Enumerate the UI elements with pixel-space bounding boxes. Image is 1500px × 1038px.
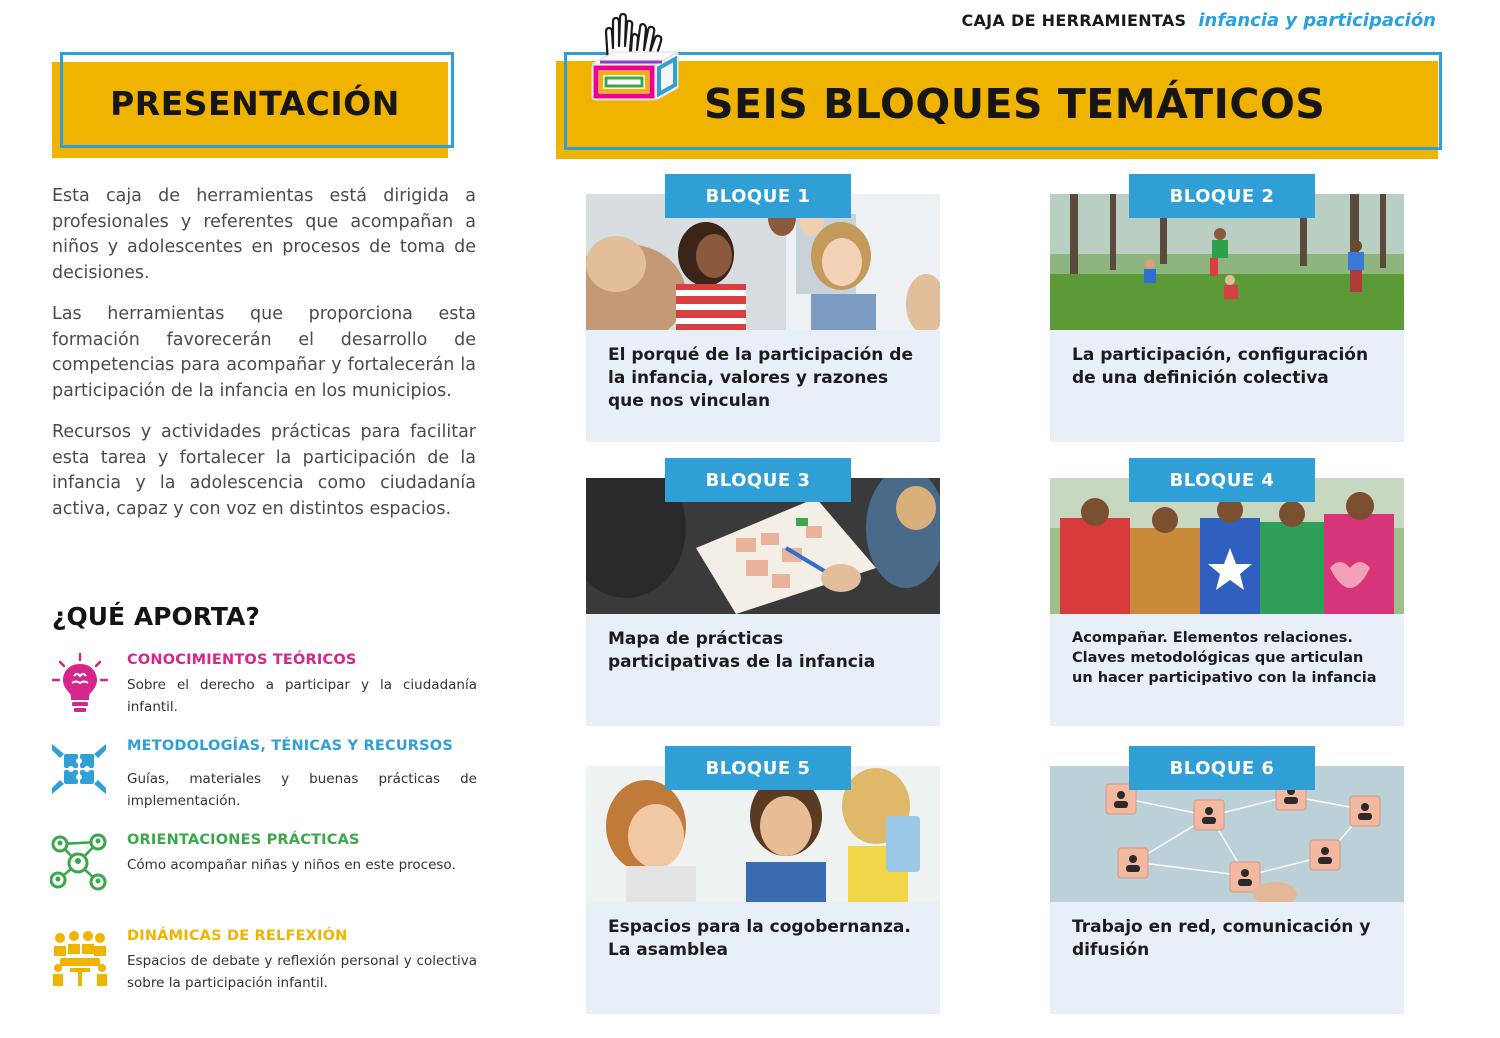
- aporta-item-dinamicas: [50, 928, 480, 998]
- presentacion-title: PRESENTACIÓN: [110, 84, 400, 123]
- bloque-text-box: [586, 330, 940, 442]
- bloque-description: Trabajo en red, comunicación y difusión: [1072, 917, 1371, 960]
- bloque-card-4[interactable]: [1050, 469, 1404, 740]
- bloque-tag: BLOQUE 3: [665, 458, 851, 502]
- bloque-tag: BLOQUE 5: [665, 746, 851, 790]
- aporta-desc-dinamicas: Espacios de debate y reflexión personal y colectiva sobre la participación infantil.: [127, 953, 477, 991]
- aporta-desc-conocimientos: Sobre el derecho a participar y la ciudadanía infantil.: [127, 677, 477, 715]
- header-subtitle: infancia y participación: [1198, 10, 1436, 31]
- intro-paragraph-2: Las herramientas que proporciona esta formación favorecerán el desarrollo de competencias para acompañar y fortalecerán la participación de la infancia en los municipios.: [52, 304, 476, 401]
- bloque-text-box: [1050, 330, 1404, 442]
- presentacion-banner: [50, 50, 460, 162]
- bloque-card-1[interactable]: [586, 185, 940, 456]
- aporta-title-dinamicas: DINÁMICAS DE RELFEXIÓN: [127, 928, 348, 944]
- aporta-item-orientaciones: [50, 832, 480, 902]
- header-brand: CAJA DE HERRAMIENTAS: [961, 11, 1187, 30]
- bloque-text-box: [586, 614, 940, 726]
- bloque-tag: BLOQUE 4: [1129, 458, 1315, 502]
- intro-paragraph-1: Esta caja de herramientas está dirigida a profesionales y referentes que acompañan a niños y adolescentes en procesos de toma de decisiones.: [52, 186, 476, 283]
- que-aporta-heading: ¿QUÉ APORTA?: [52, 602, 260, 631]
- group-meeting-icon: [50, 928, 110, 990]
- bloque-tag: BLOQUE 2: [1129, 174, 1315, 218]
- bloques-title: SEIS BLOQUES TEMÁTICOS: [704, 80, 1326, 128]
- aporta-title-metodologias: METODOLOGÍAS, TÉNICAS Y RECURSOS: [127, 738, 453, 754]
- aporta-item-conocimientos: [50, 652, 480, 722]
- bloque-text-box: [586, 902, 940, 1014]
- bloque-description: Acompañar. Elementos relaciones. Claves metodológicas que articulan un hacer participativo con la infancia: [1072, 630, 1377, 686]
- aporta-title-conocimientos: CONOCIMIENTOS TEÓRICOS: [127, 652, 357, 668]
- lightbulb-brain-icon: [50, 652, 110, 714]
- top-header: [961, 10, 1436, 31]
- bloque-description: Mapa de prácticas participativas de la infancia: [608, 629, 876, 672]
- bloque-card-5[interactable]: [586, 757, 940, 1028]
- puzzle-hands-icon: [50, 738, 110, 800]
- aporta-item-metodologias: [50, 738, 480, 808]
- aporta-desc-metodologias: Guías, materiales y buenas prácticas de implementación.: [127, 771, 477, 809]
- bloque-description: El porqué de la participación de la infancia, valores y razones que nos vinculan: [608, 345, 913, 411]
- network-people-icon: [50, 832, 110, 894]
- bloque-text-box: [1050, 902, 1404, 1014]
- raised-hands-box-icon: [582, 8, 692, 108]
- intro-text: [52, 184, 476, 538]
- aporta-desc-orientaciones: Cómo acompañar niñas y niños en este proceso.: [127, 857, 456, 873]
- bloque-text-box: [1050, 614, 1404, 726]
- bloque-card-2[interactable]: [1050, 185, 1404, 456]
- bloque-card-6[interactable]: [1050, 757, 1404, 1028]
- aporta-title-orientaciones: ORIENTACIONES PRÁCTICAS: [127, 832, 360, 848]
- bloque-tag: BLOQUE 1: [665, 174, 851, 218]
- intro-paragraph-3: Recursos y actividades prácticas para facilitar esta tarea y fortalecer la participación de la infancia y la adolescencia como ciudadanía activa, capaz y con voz en distintos espacios.: [52, 422, 476, 519]
- bloque-tag: BLOQUE 6: [1129, 746, 1315, 790]
- bloque-description: La participación, configuración de una definición colectiva: [1072, 345, 1369, 388]
- bloque-card-3[interactable]: [586, 469, 940, 740]
- bloque-description: Espacios para la cogobernanza. La asamblea: [608, 917, 911, 960]
